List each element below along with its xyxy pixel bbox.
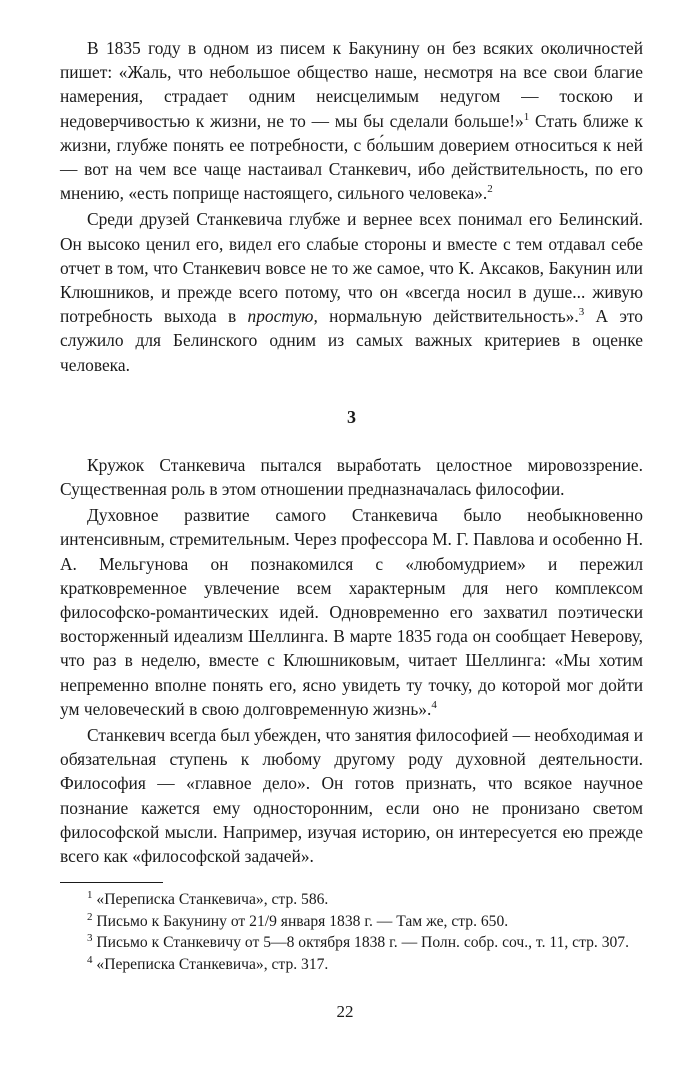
page-body: [60, 36, 643, 975]
footnote-text: Письмо к Станкевичу от 5—8 октября 1838 г. — Полн. собр. соч., т. 11, стр. 307.: [96, 934, 629, 952]
paragraph-4: [60, 503, 643, 721]
paragraph-2-text-a: Среди друзей Станкевича глубже и вернее всех понимал его Белинский. Он высоко ценил его, видел его слабые стороны и вместе с тем отдавал себе отчет в том, что Станкевич вовсе не то же самое, что К. Аксаков, Бакунин или Клюшников, и прежде всего потому, что он «всегда носил в душе... живую потребность выхода в: [60, 209, 643, 327]
footnote-text: «Переписка Станкевича», стр. 586.: [96, 891, 329, 909]
footnote-1: [60, 889, 643, 911]
footnote-ref-3: 3: [578, 306, 585, 319]
paragraph-3: [60, 453, 643, 501]
paragraph-2-text-c: А это служило для Белинского одним из самых важных критериев в оценке человека.: [60, 306, 643, 375]
footnote-ref-4: 4: [431, 699, 437, 712]
footnote-text: Письмо к Бакунину от 21/9 января 1838 г. — Там же, стр. 650.: [96, 912, 509, 930]
footnote-number: 2: [87, 910, 93, 923]
footnote-number: 1: [87, 889, 93, 902]
footnote-3: [60, 932, 643, 954]
section-number: 3: [347, 406, 356, 427]
footnote-divider: [60, 882, 163, 883]
page-number: 22: [336, 1002, 354, 1021]
footnote-number: 4: [87, 953, 93, 966]
paragraph-4-text: Духовное развитие самого Станкевича было необыкновенно интенсивным, стремительным. Через профессора М. Г. Павлова и особенно Н. А. Мельгунова он познакомился с «любомудрием» и пережил кратковременное увлечение всем характерным для него комплексом философско-романтических идей. Одновременно его захватил поэтически восторженный идеализм Шеллинга. В марте 1835 года он сообщает Неверову, что раз в неделю, вместе с Клюшниковым, читает Шеллинга: «Мы хотим непременно вполне понять его, ясно увидеть ту точку, до которой мог дойти ум человеческий в свою долговременную жизнь».: [60, 505, 643, 719]
footnote-ref-1: 1: [523, 110, 530, 123]
paragraph-5-text: Станкевич всегда был убежден, что занятия философией — необходимая и обязательная ступень к любому другому роду духовной деятельности. Философия — «главное дело». Он готов признать, что всякое научное познание кажется ему односторонним, если оно не пронизано светом философской мысли. Например, изучая историю, он интересуется ею прежде всего как «философской задачей».: [60, 725, 643, 867]
footnote-4: [60, 954, 643, 976]
paragraph-5: [60, 723, 643, 868]
footnote-number: 3: [87, 932, 93, 945]
footnote-2: [60, 911, 643, 933]
footnote-text: «Переписка Станкевича», стр. 317.: [96, 955, 329, 973]
paragraph-1: [60, 36, 643, 205]
paragraph-2-text-b: нормальную действительность».: [317, 306, 579, 327]
paragraph-2: [60, 207, 643, 376]
paragraph-1-text-a: В 1835 году в одном из писем к Бакунину он без всяких околичностей пишет: «Жаль, что небольшое общество наше, несмотря на все свои благие намерения, страдает одним неисцелимым недугом — тоскою и недоверчивостью к жизни, не то — мы бы сделали больше!»: [60, 38, 643, 131]
paragraph-2-italic: простую,: [247, 306, 318, 327]
paragraph-1-text-b: Стать ближе к жизни, глубже понять ее потребности, с бо́льшим доверием относиться к ней — вот на чем все чаще настаивал Станкевич, ибо действительность, по его мнению, «есть поприще настоящего, сильного человека».: [60, 110, 643, 204]
footnote-ref-2: 2: [487, 183, 493, 196]
footnotes: [60, 889, 643, 975]
paragraph-3-text: Кружок Станкевича пытался выработать целостное мировоззрение. Существенная роль в этом отношении предназначалась философии.: [60, 454, 643, 500]
